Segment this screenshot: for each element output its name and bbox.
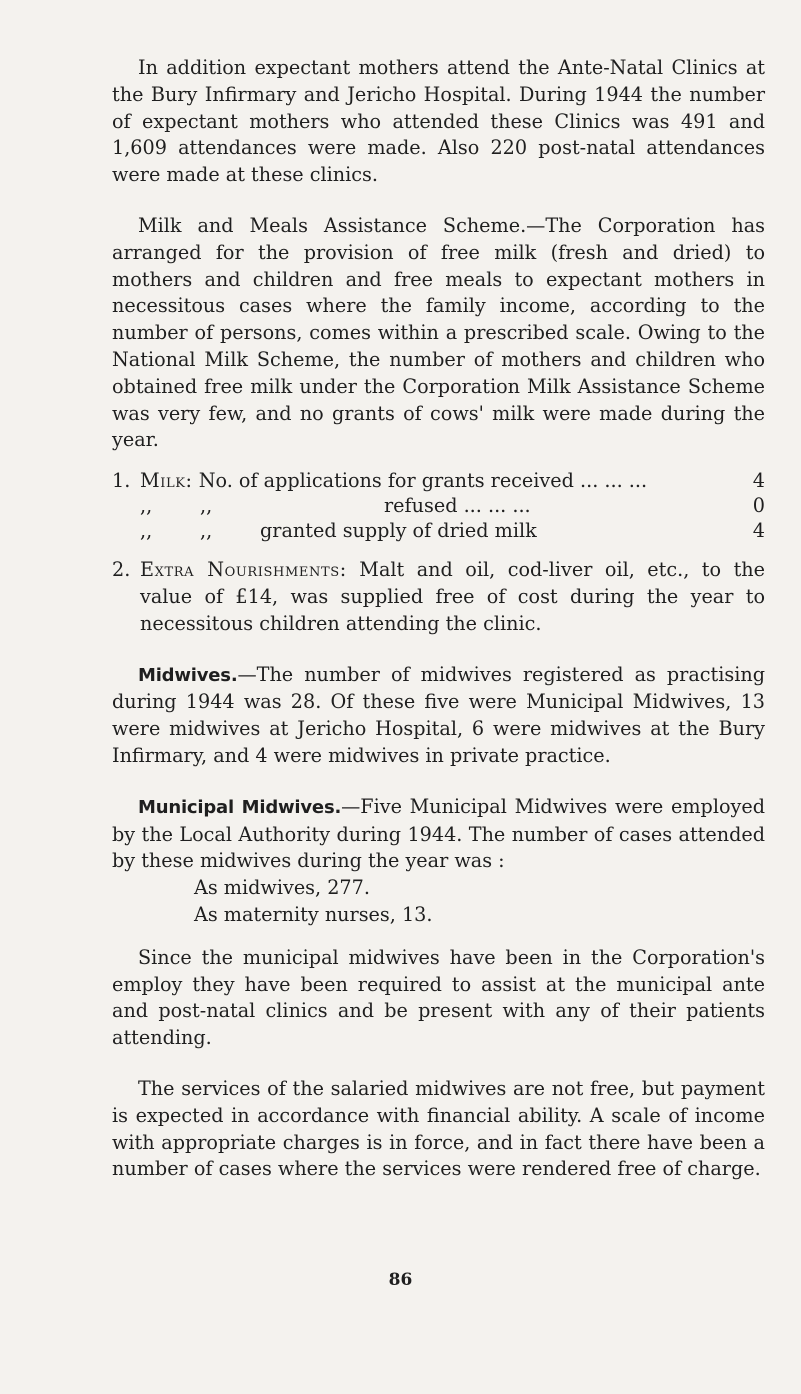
milk-granted-value: 4: [752, 519, 765, 543]
milk-scheme-paragraph: Milk and Meals Assistance Scheme.—The Corporation has arranged for the provision of free milk (fresh and dried) to mothers and children and free meals to expectant mothers in necessitous cases where the family income, according to the number of persons, comes within a prescribed scale. Owing to the National Milk Scheme, the number of mothers and children who obtained free milk under the Corporation Milk Assistance Scheme was very few, and no grants of cows' milk were made during the year.: [112, 213, 765, 452]
midwives-paragraph: [112, 662, 765, 770]
ditto-mark: ,,: [140, 519, 153, 543]
midwives-text: —The number of midwives registered as practising during 1944 was 28. Of these five were Municipal Midwives, 13 were midwives at Jericho Hospital, 6 were midwives at the Bury Infirmary, and 4 were midwives in private practice.: [112, 662, 765, 767]
milk-received-value: 4: [752, 469, 765, 493]
extra-text: Malt and oil, cod-liver oil, etc., to the value of £14, was supplied free of cost during the year to necessitous children attending the clinic.: [140, 558, 765, 635]
milk-row-granted: [112, 518, 765, 543]
services-paragraph: The services of the salaried midwives are not free, but payment is expected in accordance with financial ability. A scale of income with appropriate charges is in force, and in fact there have been a number of cases where the services were rendered free of charge.: [112, 1076, 765, 1181]
midwives-heading: Midwives.: [138, 664, 238, 686]
municipal-midwives-paragraph: [112, 794, 765, 875]
since-paragraph: Since the municipal midwives have been in the Corporation's employ they have been required to assist at the municipal ante and post-natal clinics and be present with any of their patients attending.: [112, 945, 765, 1050]
cases-as-maternity-nurses: As maternity nurses, 13.: [194, 902, 433, 926]
milk-refused-value: 0: [752, 494, 765, 518]
ditto-mark: ,,: [200, 494, 213, 518]
extra-number: 2.: [112, 558, 131, 582]
page-number: 86: [388, 1270, 413, 1290]
ditto-mark: ,,: [140, 494, 153, 518]
ditto-mark: ,,: [200, 519, 213, 543]
milk-refused-label: refused ... ... ...: [384, 494, 531, 518]
extra-label: Extra Nourishments:: [140, 558, 347, 582]
milk-received-label: No. of applications for grants received ... ... ...: [198, 469, 648, 493]
milk-row-received: [112, 468, 765, 493]
milk-list-number: 1.: [112, 469, 131, 493]
extra-nourishments-item: [112, 557, 765, 637]
cases-as-midwives: As midwives, 277.: [194, 876, 370, 900]
milk-list: [112, 468, 765, 543]
milk-granted-label: granted supply of dried milk: [260, 519, 537, 543]
municipal-midwives-heading: Municipal Midwives.: [138, 796, 342, 818]
milk-row-refused: [112, 493, 765, 518]
municipal-midwives-text: —Five Municipal Midwives were employed by the Local Authority during 1944. The number of cases attended by these midwives during the year was :: [112, 794, 765, 873]
antenatal-paragraph: In addition expectant mothers attend the Ante-Natal Clinics at the Bury Infirmary and Jericho Hospital. During 1944 the number of expectant mothers who attended these Clinics was 491 and 1,609 attendances were made. Also 220 post-natal attendances were made at these clinics.: [112, 56, 765, 187]
milk-list-label: Milk:: [140, 469, 193, 493]
